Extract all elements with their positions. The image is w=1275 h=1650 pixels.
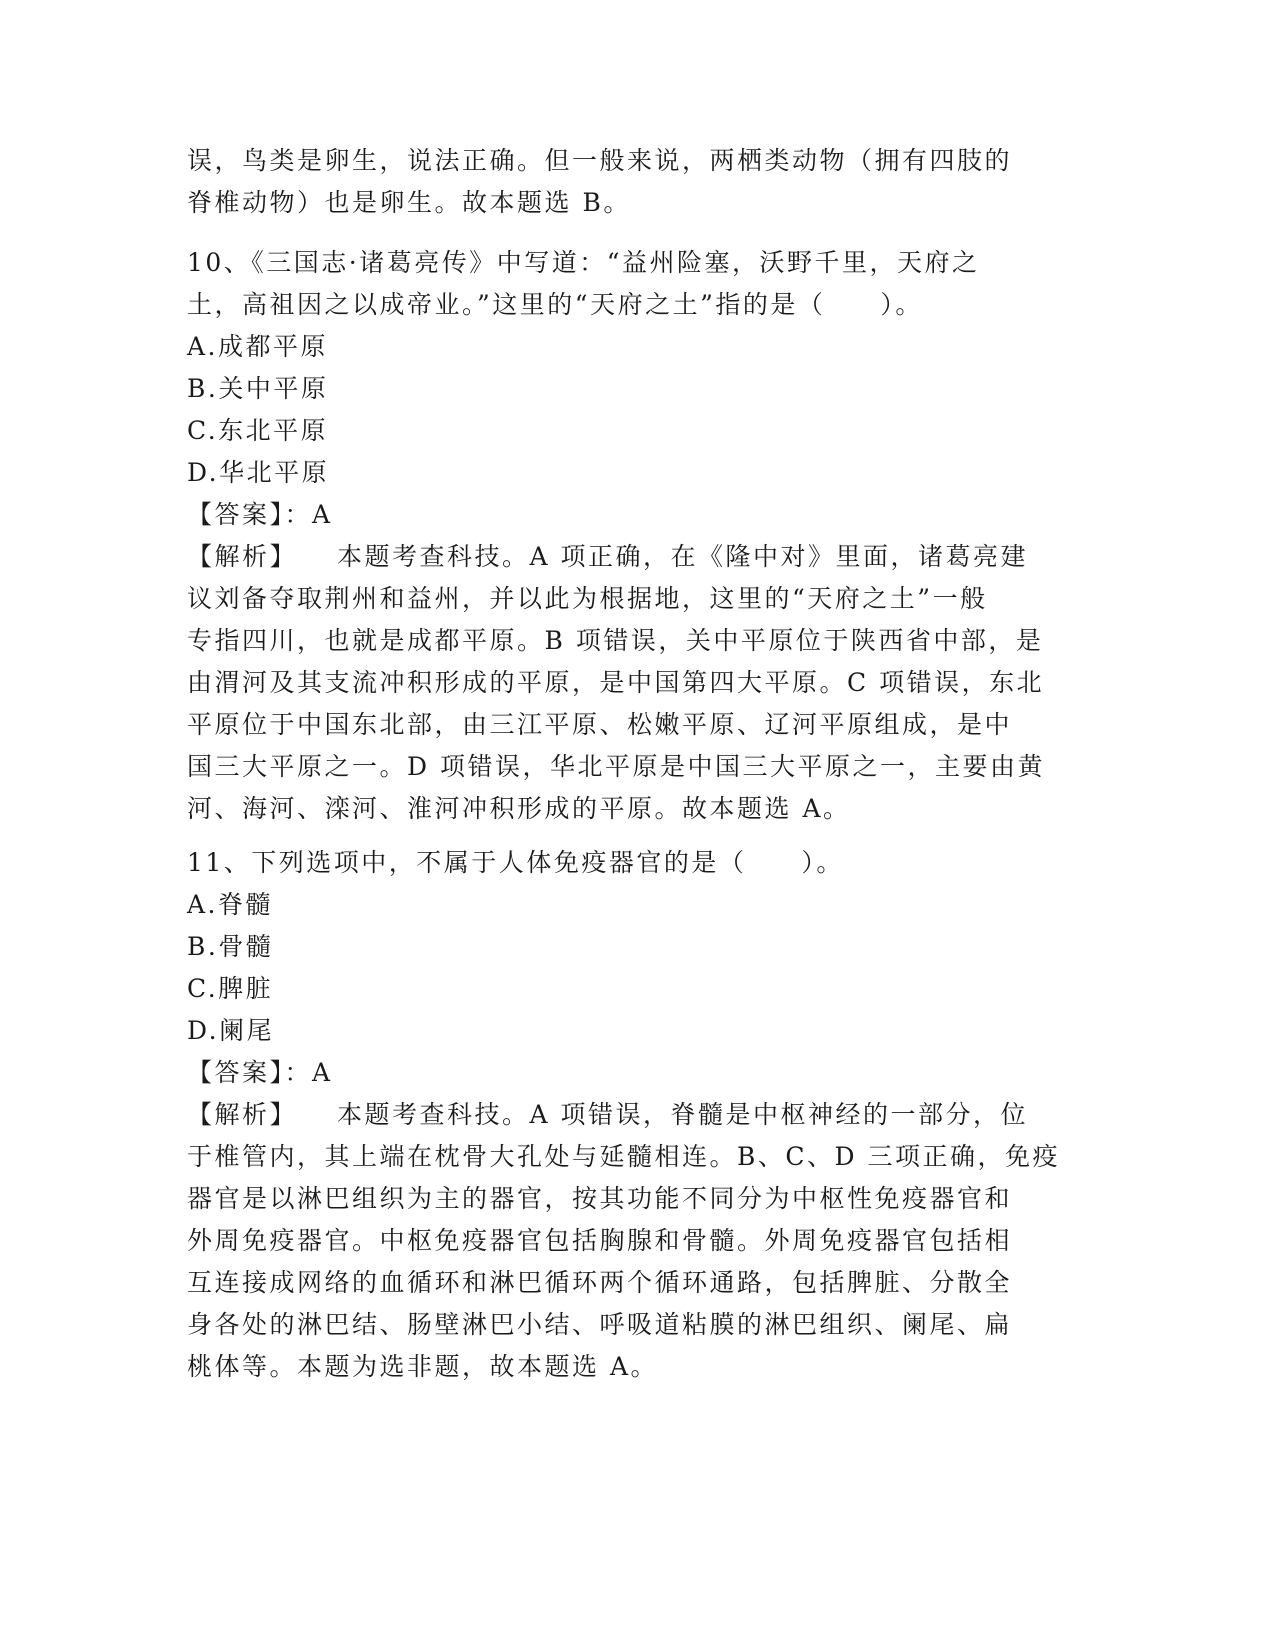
analysis-label: 【解析】 xyxy=(187,1100,298,1129)
analysis-text: 互连接成网络的血循环和淋巴循环两个循环通路，包括脾脏、分散全 xyxy=(187,1268,1013,1297)
question-stem: 11、下列选项中，不属于人体免疫器官的是（ ）。 xyxy=(187,848,844,877)
analysis-text: 专指四川，也就是成都平原。B 项错误，关中平原位于陕西省中部，是 xyxy=(187,626,1044,655)
analysis-text: 平原位于中国东北部，由三江平原、松嫩平原、辽河平原组成，是中 xyxy=(187,710,1013,739)
analysis-text: 身各处的淋巴结、肠壁淋巴小结、呼吸道粘膜的淋巴组织、阑尾、扁 xyxy=(187,1310,1013,1339)
question-11 xyxy=(187,842,1067,1388)
analysis-text: 本题考查科技。A 项错误，脊髓是中枢神经的一部分，位 xyxy=(337,1100,1029,1129)
analysis-line xyxy=(187,536,1067,578)
analysis-text: 国三大平原之一。D 项错误，华北平原是中国三大平原之一，主要由黄 xyxy=(187,752,1045,781)
answer-line xyxy=(187,494,1067,536)
question-stem: 10、《三国志·诸葛亮传》中写道：“益州险塞，沃野千里，天府之 xyxy=(187,248,980,277)
option-c: C.东北平原 xyxy=(187,416,329,445)
answer-label: 【答案】： xyxy=(187,1058,313,1087)
analysis-text: 桃体等。本题为选非题，故本题选 A。 xyxy=(187,1352,659,1381)
option-a: A.脊髓 xyxy=(187,890,274,919)
option-a: A.成都平原 xyxy=(187,332,329,361)
answer-value: A xyxy=(312,1058,333,1087)
analysis-text: 议刘备夺取荆州和益州，并以此为根据地，这里的“天府之土”一般 xyxy=(187,584,988,613)
analysis-text: 器官是以淋巴组织为主的器官，按其功能不同分为中枢性免疫器官和 xyxy=(187,1184,1013,1213)
option-b: B.关中平原 xyxy=(187,374,329,403)
answer-line xyxy=(187,1052,1067,1094)
answer-label: 【答案】： xyxy=(187,500,313,529)
option-c: C.脾脏 xyxy=(187,974,274,1003)
previous-explanation-continuation xyxy=(187,140,1067,224)
analysis-text: 于椎管内，其上端在枕骨大孔处与延髓相连。B、C、D 三项正确，免疫 xyxy=(187,1142,1060,1171)
option-d: D.阑尾 xyxy=(187,1016,275,1045)
question-10 xyxy=(187,242,1067,830)
option-d: D.华北平原 xyxy=(187,458,330,487)
question-stem: 土，高祖因之以成帝业。”这里的“天府之土”指的是（ ）。 xyxy=(187,290,923,319)
option-b: B.骨髓 xyxy=(187,932,274,961)
analysis-text: 外周免疫器官。中枢免疫器官包括胸腺和骨髓。外周免疫器官包括相 xyxy=(187,1226,1013,1255)
analysis-label: 【解析】 xyxy=(187,542,298,571)
analysis-text: 由渭河及其支流冲积形成的平原，是中国第四大平原。C 项错误，东北 xyxy=(187,668,1045,697)
text-line: 误，鸟类是卵生，说法正确。但一般来说，两栖类动物（拥有四肢的 xyxy=(187,146,1013,175)
analysis-line xyxy=(187,1094,1067,1136)
analysis-text: 本题考查科技。A 项正确，在《隆中对》里面，诸葛亮建 xyxy=(337,542,1029,571)
analysis-text: 河、海河、滦河、淮河冲积形成的平原。故本题选 A。 xyxy=(187,794,851,823)
answer-value: A xyxy=(312,500,333,529)
text-line: 脊椎动物）也是卵生。故本题选 B。 xyxy=(187,188,631,217)
